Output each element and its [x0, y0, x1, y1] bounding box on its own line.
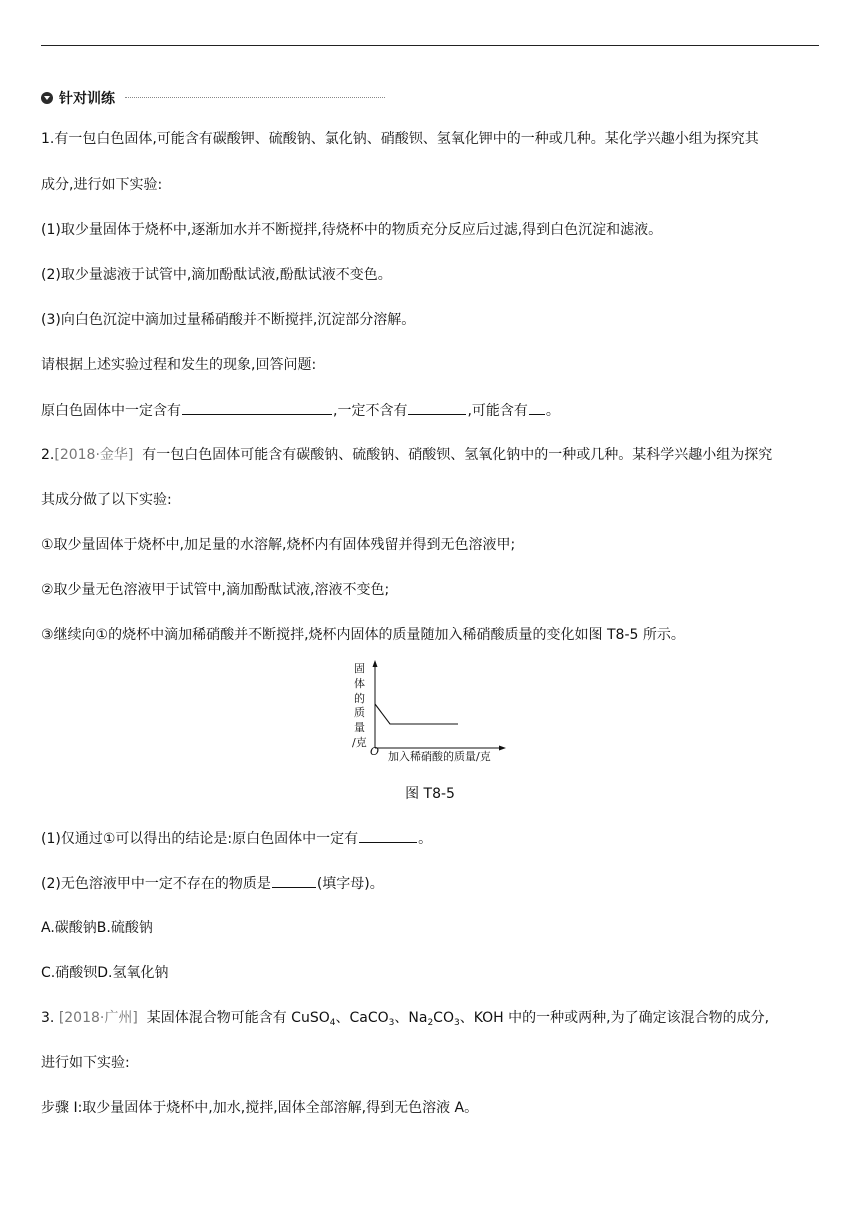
q1-step3: (3)向白色沉淀中滴加过量稀硝酸并不断搅拌,沉淀部分溶解。 [41, 312, 416, 328]
q1-blank-definitely-not[interactable] [408, 400, 466, 415]
x-axis-arrow [499, 746, 506, 751]
q3-sub-3b: 3 [453, 1018, 460, 1028]
mass-curve [375, 704, 458, 724]
q3-sub-2: 2 [427, 1018, 434, 1028]
y-label-char: 量 [354, 721, 365, 734]
q2-options-ab: A.碳酸钠B.硫酸钠 [41, 920, 153, 936]
y-label-char: 的 [354, 692, 365, 705]
q2-step3: ③继续向①的烧杯中滴加稀硝酸并不断搅拌,烧杯内固体的质量随加入稀硝酸质量的变化如图 T8-5 所示。 [41, 627, 685, 643]
origin-label: O [370, 745, 380, 758]
x-axis-label: 加入稀硝酸的质量/克 [388, 750, 491, 763]
q2-source: [2018·金华] [54, 447, 134, 463]
section-title: 针对训练 [59, 91, 115, 107]
q2-step1: ①取少量固体于烧杯中,加足量的水溶解,烧杯内有固体残留并得到无色溶液甲; [41, 537, 516, 553]
q1-prompt: 请根据上述实验过程和发生的现象,回答问题: [41, 357, 317, 373]
q3-sep1: 、CaCO [335, 1010, 389, 1026]
q3-stem-post: 、KOH 中的一种或两种,为了确定该混合物的成分, [459, 1010, 770, 1026]
q3-step1: 步骤 I:取少量固体于烧杯中,加水,搅拌,固体全部溶解,得到无色溶液 A。 [41, 1100, 479, 1116]
y-label-char: 质 [354, 706, 365, 719]
q3-sep2: 、Na [394, 1010, 428, 1026]
q1-answer-text-d: 。 [545, 403, 560, 419]
q2-step2: ②取少量无色溶液甲于试管中,滴加酚酞试液,溶液不变色; [41, 582, 390, 598]
q1-blank-definitely-has[interactable] [182, 400, 332, 415]
section-header [41, 88, 115, 108]
q2-sub1 [41, 828, 432, 849]
q1-stem-line1: 1.有一包白色固体,可能含有碳酸钾、硫酸钠、氯化钠、硝酸钡、氢氧化钾中的一种或几种。某化学兴趣小组为探究其 [41, 131, 759, 147]
header-rule [41, 45, 819, 46]
q2-stem-line1 [41, 445, 772, 465]
q2-sub2 [41, 873, 384, 894]
q3-number: 3. [41, 1010, 55, 1026]
q1-answer-text-c: ,可能含有 [467, 403, 528, 419]
q1-answer-text-b: ,一定不含有 [333, 403, 408, 419]
y-axis-arrow [373, 660, 378, 667]
y-label-char: 体 [354, 677, 365, 690]
q2-stem-line2: 其成分做了以下实验: [41, 492, 172, 508]
q2-sub1-text: (1)仅通过①可以得出的结论是:原白色固体中一定有 [41, 831, 359, 847]
q1-stem-line2: 成分,进行如下实验: [41, 177, 163, 193]
q3-sub-4: 4 [329, 1018, 336, 1028]
q3-sub-3a: 3 [388, 1018, 395, 1028]
y-label-char: /克 [352, 736, 367, 749]
q2-sub2-text: (2)无色溶液甲中一定不存在的物质是 [41, 876, 271, 892]
q3-source: [2018·广州] [58, 1010, 138, 1026]
q1-step1: (1)取少量固体于烧杯中,逐渐加水并不断搅拌,待烧杯中的物质充分反应后过滤,得到白色沉淀和滤液。 [41, 222, 663, 238]
q2-stem-text: 有一包白色固体可能含有碳酸钠、硫酸钠、硝酸钡、氢氧化钠中的一种或几种。某科学兴趣小组为探究 [142, 447, 773, 463]
y-label-char: 固 [354, 662, 365, 675]
q3-sep3: CO [433, 1010, 454, 1026]
q2-sub1-end: 。 [418, 831, 433, 847]
q3-stem-line1 [41, 1008, 769, 1028]
q2-blank-sub2[interactable] [272, 873, 316, 888]
q1-answer-line [41, 400, 560, 421]
q3-stem-pre: 某固体混合物可能含有 CuSO [146, 1010, 330, 1026]
q2-options-cd: C.硝酸钡D.氢氧化钠 [41, 965, 169, 981]
q1-step2: (2)取少量滤液于试管中,滴加酚酞试液,酚酞试液不变色。 [41, 267, 392, 283]
q1-blank-possibly-has[interactable] [529, 400, 545, 415]
q3-stem-line2: 进行如下实验: [41, 1055, 130, 1071]
mass-graph [340, 656, 520, 768]
q2-sub2-end: (填字母)。 [316, 876, 384, 892]
triangle-down-icon [41, 92, 53, 104]
figure-caption: 图 T8-5 [405, 786, 455, 802]
q1-answer-text-a: 原白色固体中一定含有 [41, 403, 181, 419]
q2-blank-sub1[interactable] [359, 828, 417, 843]
q2-number: 2. [41, 447, 55, 463]
section-dotted-rule [125, 97, 385, 98]
